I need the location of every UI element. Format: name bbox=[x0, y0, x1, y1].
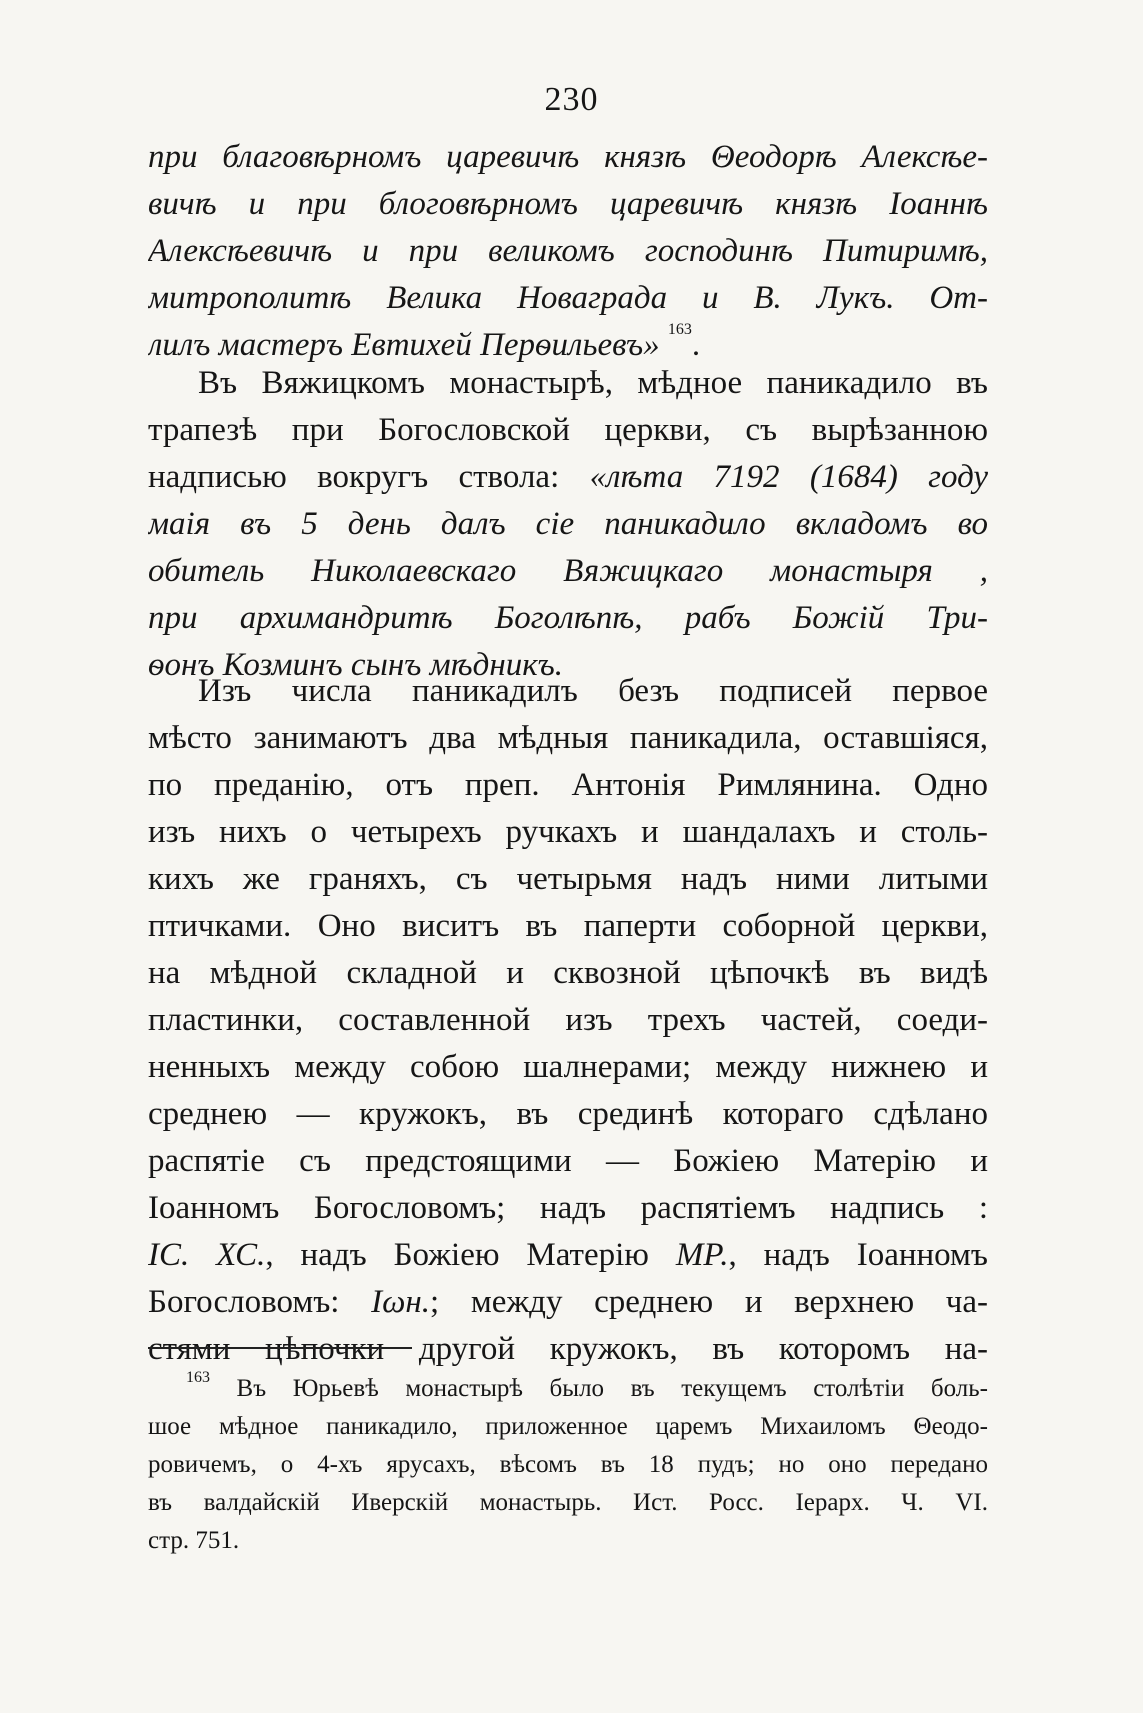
text-line: стями цѣпочки другой кружокъ, въ которомъ на- bbox=[148, 1331, 988, 1367]
text-line: изъ нихъ о четырехъ ручкахъ и шандалахъ и столь- bbox=[148, 814, 988, 850]
footnote-line: въ валдайскій Иверскій монастырь. Ист. Росс. Іерарх. Ч. VI. bbox=[148, 1489, 988, 1516]
footnote-line: стр. 751. bbox=[148, 1527, 240, 1554]
text-line: на мѣдной складной и сквозной цѣпочкѣ въ видѣ bbox=[148, 955, 988, 991]
footnote-marker: 163 bbox=[186, 1370, 210, 1386]
text-line: по преданію, отъ преп. Антонія Римлянина. Одно bbox=[148, 767, 988, 803]
text-line: ненныхъ между собою шалнерами; между нижнею и bbox=[148, 1049, 988, 1085]
footnote-divider bbox=[148, 1347, 412, 1349]
text-line: лилъ мастеръ Евтихей Перѳильевъ» $^{163}$. bbox=[148, 322, 701, 363]
text-line: обитель Николаевскаго Вяжицкаго монастыря , bbox=[148, 553, 988, 589]
text-line: среднею — кружокъ, въ срединѣ котораго сдѣлано bbox=[148, 1096, 988, 1132]
text-line: распятіе съ предстоящими — Божіею Матерію и bbox=[148, 1143, 988, 1179]
inscription-abbr: ІС. ХС. bbox=[148, 1237, 266, 1273]
paragraph-unsigned-chandeliers bbox=[148, 668, 988, 1373]
text-line: надписью вокругъ ствола: «лѣта 7192 (1684) году bbox=[148, 459, 988, 495]
footnote-reference: 163 bbox=[667, 322, 692, 338]
text-line: Алексѣевичѣ и при великомъ господинѣ Питиримѣ, bbox=[148, 233, 988, 269]
text-line: при благовѣрномъ царевичѣ князѣ Θеодорѣ Алексѣе- bbox=[148, 139, 988, 175]
inscription-quote: «лѣта 7192 (1684) году bbox=[589, 459, 988, 495]
text-line: пластинки, составленной изъ трехъ частей, соеди- bbox=[148, 1002, 988, 1038]
text-line: при архимандритѣ Боголѣпѣ, рабъ Божій Три- bbox=[148, 600, 988, 636]
inscription-abbr: МР. bbox=[675, 1237, 729, 1273]
footnote-line: ровичемъ, о 4-хъ ярусахъ, вѣсомъ въ 18 пудъ; но оно передано bbox=[148, 1451, 988, 1478]
text-line: Іоанномъ Богословомъ; надъ распятіемъ надпись : bbox=[148, 1190, 988, 1226]
paragraph-vyazhitsky bbox=[148, 360, 988, 689]
footnote-line: шое мѣдное паникадило, приложенное царемъ Михаиломъ Θеодо- bbox=[148, 1413, 988, 1440]
text-line: Богословомъ: Іωн.; между среднею и верхнею ча- bbox=[148, 1284, 988, 1320]
intro-quotation bbox=[148, 134, 988, 369]
footnote bbox=[148, 1370, 988, 1560]
text-line: кихъ же граняхъ, съ четырьмя надъ ними литыми bbox=[148, 861, 988, 897]
text-line: митрополитѣ Велика Новаграда и В. Лукъ. От- bbox=[148, 280, 988, 316]
text-line: ѳонъ Козминъ сынъ мѣдникъ. bbox=[148, 647, 564, 683]
text-line: маія въ 5 день далъ сіе паникадило вкладомъ во bbox=[148, 506, 988, 542]
footnote-line: $^{163}$ Въ Юрьевѣ монастырѣ было въ текущемъ столѣтіи боль- bbox=[186, 1370, 988, 1402]
text-line: Изъ числа паникадилъ безъ подписей первое bbox=[198, 673, 988, 709]
text-line: Въ Вяжицкомъ монастырѣ, мѣдное паникадило въ bbox=[198, 365, 988, 401]
text-line: мѣсто занимаютъ два мѣдныя паникадила, оставшіяся, bbox=[148, 720, 988, 756]
text-line: птичками. Оно виситъ въ паперти соборной церкви, bbox=[148, 908, 988, 944]
page-number: 230 bbox=[544, 81, 599, 118]
text-line: трапезѣ при Богословской церкви, съ вырѣзанною bbox=[148, 412, 988, 448]
text-line: ІС. ХС., надъ Божіею Матерію МР., надъ Іоанномъ bbox=[148, 1237, 988, 1273]
text-line: вичѣ и при блоговѣрномъ царевичѣ князѣ Іоаннѣ bbox=[148, 186, 988, 222]
inscription-abbr: Іωн. bbox=[371, 1284, 431, 1320]
